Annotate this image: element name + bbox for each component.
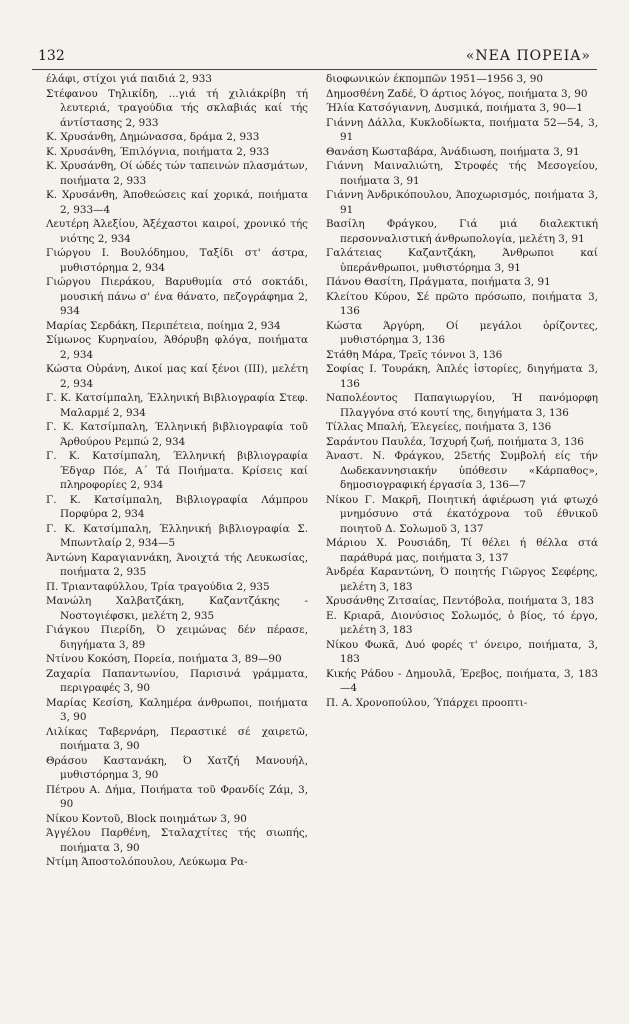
bibliography-entry: Βασίλη Φράγκου, Γιά μιά διαλεκτική περσονναλιστική άνθρωπολογία, μελέτη 3, 91 — [326, 218, 598, 245]
bibliography-entry: Ντίνου Κοκόση, Πορεία, ποιήματα 3, 89—90 — [46, 653, 282, 665]
bibliography-entry: Λιλίκας Ταβερνάρη, Περαστικέ σέ χαιρετῶ, ποιήματα 3, 90 — [46, 725, 308, 752]
bibliography-entry: Μάριου Χ. Ρουσιάδη, Τί θέλει ή θέλλα στά παράθυρά μας, ποιήματα 3, 137 — [326, 537, 598, 564]
bibliography-entry: Δημοσθένη Ζαδέ, Ό άρτιος λόγος, ποιήματα 3, 90 — [326, 87, 588, 100]
bibliography-entry: Γ. Κ. Κατσίμπαλη, Βιβλιογραφία Λάμπρου Πορφύρα 2, 934 — [46, 493, 308, 520]
bibliography-entry: Π. Τριανταφύλλου, Τρία τραγούδια 2, 935 — [46, 580, 270, 593]
bibliography-entry: Σίμωνος Κυρηναίου, Άθόρυβη φλόγα, ποιήματα 2, 934 — [46, 334, 308, 361]
bibliography-entry: Λευτέρη Άλεξίου, Άξέχαστοι καιροί, χρονικό τής νιότης 2, 934 — [46, 218, 308, 245]
bibliography-entry: Κώστα Άργύρη, Οί μεγάλοι ὁρίζοντες, μυθιστόρημα 3, 136 — [326, 319, 598, 346]
bibliography-entry: Γιάγκου Πιερίδη, Ό χειμώνας δέν πέρασε, διηγήματα 3, 89 — [46, 624, 308, 651]
bibliography-entry: Στέφανου Τηλικίδη, ...γιά τή χιλιάκρίβη τή λευτεριά, τραγούδια τής σκλαβιάς καί τής άντίστασης 2, 933 — [46, 87, 308, 129]
bibliography-entry: Μαρίας Κεσίση, Καλημέρα άνθρωποι, ποιήματα 3, 90 — [46, 696, 308, 723]
bibliography-entry: Γ. Κ. Κατσίμπαλη, Έλληνική βιβλιογραφία Έδγαρ Πόε, Α΄ Τά Ποιήματα. Κρίσεις καί πληροφορίες 2, 934 — [46, 450, 308, 491]
bibliography-entry: Γ. Κ. Κατσίμπαλη, Έλληνική βιβλιογραφία τοῦ Άρθούρου Ρεμπώ 2, 934 — [46, 421, 308, 448]
bibliography-entry: Γιάννη Μαιναλιώτη, Στροφές τής Μεσογείου, ποιήματα 3, 91 — [326, 160, 598, 187]
bibliography-entry: Νίκου Γ. Μακρῆ, Ποιητική άφιέρωση γιά φτωχό μνημόσυνο στά έκατόχρονα τοῦ έθνικοῦ ποιητοῦ Δ. Σολωμοῦ 3, 137 — [326, 493, 598, 535]
bibliography-entry: Ζαχαρία Παπαντωνίου, Παρισινά γράμματα, περιγραφές 3, 90 — [46, 667, 308, 694]
right-column — [326, 72, 598, 710]
bibliography-entry: Γιάννη Άνδρικόπουλου, Άποχωρισμός, ποιήματα 3, 91 — [326, 189, 598, 216]
page-header — [32, 48, 597, 68]
bibliography-entry: Ντίμη Άποστολόπουλου, Λεύκωμα Ρα- — [46, 856, 248, 868]
header-rule — [32, 69, 597, 70]
page-number: 132 — [38, 48, 65, 64]
bibliography-entry: Άντώνη Καραγιαννάκη, Άνοιχτά τής Λευκωσίας, ποιήματα 2, 935 — [46, 551, 308, 578]
bibliography-entry: Γιάννη Δάλλα, Κυκλοδίωκτα, ποιήματα 52—54, 3, 91 — [326, 116, 598, 143]
bibliography-entry: Άναστ. Ν. Φράγκου, 25ετής Συμβολή είς τήν Δωδεκαννησιακήν ὑπόθεσιν «Κάρπαθος», δημοσιογραφική έργασία 3, 136—7 — [326, 450, 598, 491]
bibliography-entry: Θράσου Καστανάκη, Ό Χατζή Μανουήλ, μυθιστόρημα 3, 90 — [46, 754, 308, 781]
bibliography-entry: Στάθη Μάρα, Τρεῖς τόννοι 3, 136 — [326, 348, 503, 361]
bibliography-entry: Κώστα Οὐράνη, Δικοί μας καί ξένοι (ΙΙΙ), μελέτη 2, 934 — [46, 363, 308, 390]
bibliography-entry: Γιώργου Ι. Βουλόδημου, Ταξίδι στ' άστρα, μυθιστόρημα 2, 934 — [46, 247, 308, 274]
left-column — [46, 72, 308, 870]
bibliography-entry: Ναπολέοντος Παπαγιωργίου, Ή πανόμορφη Πλαγγόνα στό κουτί της, διηγήματα 3, 136 — [326, 392, 598, 419]
bibliography-entry: Κικής Ράδου - Δημουλᾶ, Έρεβος, ποιήματα, 3, 183—4 — [326, 667, 598, 694]
bibliography-entry: διοφωνικών έκπομπῶν 1951—1956 3, 90 — [326, 73, 543, 85]
bibliography-entry: Άγγέλου Παρθένη, Σταλαχτίτες τής σιωπής, ποιήματα 3, 90 — [46, 827, 308, 854]
bibliography-entry: Πέτρου Α. Δήμα, Ποιήματα τοῦ Φρανδίς Ζάμ, 3, 90 — [46, 783, 308, 810]
bibliography-entry: έλάφι, στίχοι γιά παιδιά 2, 933 — [46, 73, 213, 85]
bibliography-entry: Κ. Χρυσάνθη, Έπιλόγνια, ποιήματα 2, 933 — [46, 145, 270, 158]
bibliography-entry: Κλείτου Κύρου, Σέ πρῶτο πρόσωπο, ποιήματα 3, 136 — [326, 290, 598, 317]
bibliography-entry: Π. Α. Χρονοπούλου, Ύπάρχει προοπτι- — [326, 696, 528, 709]
bibliography-entry: Μαρίας Σερδάκη, Περιπέτεια, ποίημα 2, 934 — [46, 319, 281, 332]
bibliography-entry: Σοφίας Ι. Τουράκη, Άπλές ἱστορίες, διηγήματα 3, 136 — [326, 363, 598, 390]
bibliography-entry: Νίκου Κοντοῦ, Block ποιημάτων 3, 90 — [46, 812, 247, 825]
bibliography-entry: Θανάση Κωσταβάρα, Άνάδιωση, ποιήματα 3, 91 — [326, 145, 580, 158]
bibliography-entry: Τίλλας Μπαλή, Έλεγείες, ποιήματα 3, 136 — [326, 421, 552, 433]
bibliography-entry: Μανώλη Χαλβατζάκη, Καζαντζάκης - Νοστογιέφσκι, μελέτη 2, 935 — [46, 595, 308, 622]
bibliography-entry: Νίκου Φωκᾶ, Δυό φορές τ' όνειρο, ποιήματα, 3, 183 — [326, 638, 598, 665]
bibliography-entry: Γ. Κ. Κατσίμπαλη, Έλληνική Βιβλιογραφία Στεφ. Μαλαρμέ 2, 934 — [46, 392, 308, 419]
bibliography-entry: Σαράντου Παυλέα, Ίσχυρή ζωή, ποιήματα 3, 136 — [326, 435, 584, 448]
bibliography-entry: Κ. Χρυσάνθη, Άποθεώσεις καί χορικά, ποιήματα 2, 933—4 — [46, 189, 308, 216]
bibliography-entry: Γιώργου Πιεράκου, Βαρυθυμία στό σοκτάδι, μουσική πάνω σ' ένα θάνατο, πεζογράφημα 2, 934 — [46, 276, 308, 317]
bibliography-entry: Γ. Κ. Κατσίμπαλη, Έλληνική βιβλιογραφία Σ. Μπωντλαίρ 2, 934—5 — [46, 522, 308, 549]
bibliography-entry: Κ. Χρυσάνθη, Οί ώδές τών ταπεινών πλασμάτων, ποιήματα 2, 933 — [46, 160, 308, 187]
bibliography-entry: Γαλάτειας Καζαντζάκη, Άνθρωποι καί ὑπεράνθρωποι, μυθιστόρημα 3, 91 — [326, 247, 598, 274]
running-title: «ΝΕΑ ΠΟΡΕΙΑ» — [465, 48, 591, 64]
bibliography-entry: Ε. Κριαρᾶ, Διονύσιος Σολωμός, ὁ βίος, τό έργο, μελέτη 3, 183 — [326, 609, 598, 636]
bibliography-entry: Πάνου Θασίτη, Πράγματα, ποιήματα 3, 91 — [326, 276, 551, 288]
bibliography-entry: Άνδρέα Καραντώνη, Ό ποιητής Γιῶργος Σεφέρης, μελέτη 3, 183 — [326, 566, 598, 593]
bibliography-entry: Ήλία Κατσόγιαννη, Δυσμικά, ποιήματα 3, 90—1 — [326, 102, 583, 114]
bibliography-entry: Χρυσάνθης Ζιτσαίας, Πεντόβολα, ποιήματα 3, 183 — [326, 595, 595, 607]
bibliography-entry: Κ. Χρυσάνθη, Δημώνασσα, δράμα 2, 933 — [46, 131, 260, 143]
